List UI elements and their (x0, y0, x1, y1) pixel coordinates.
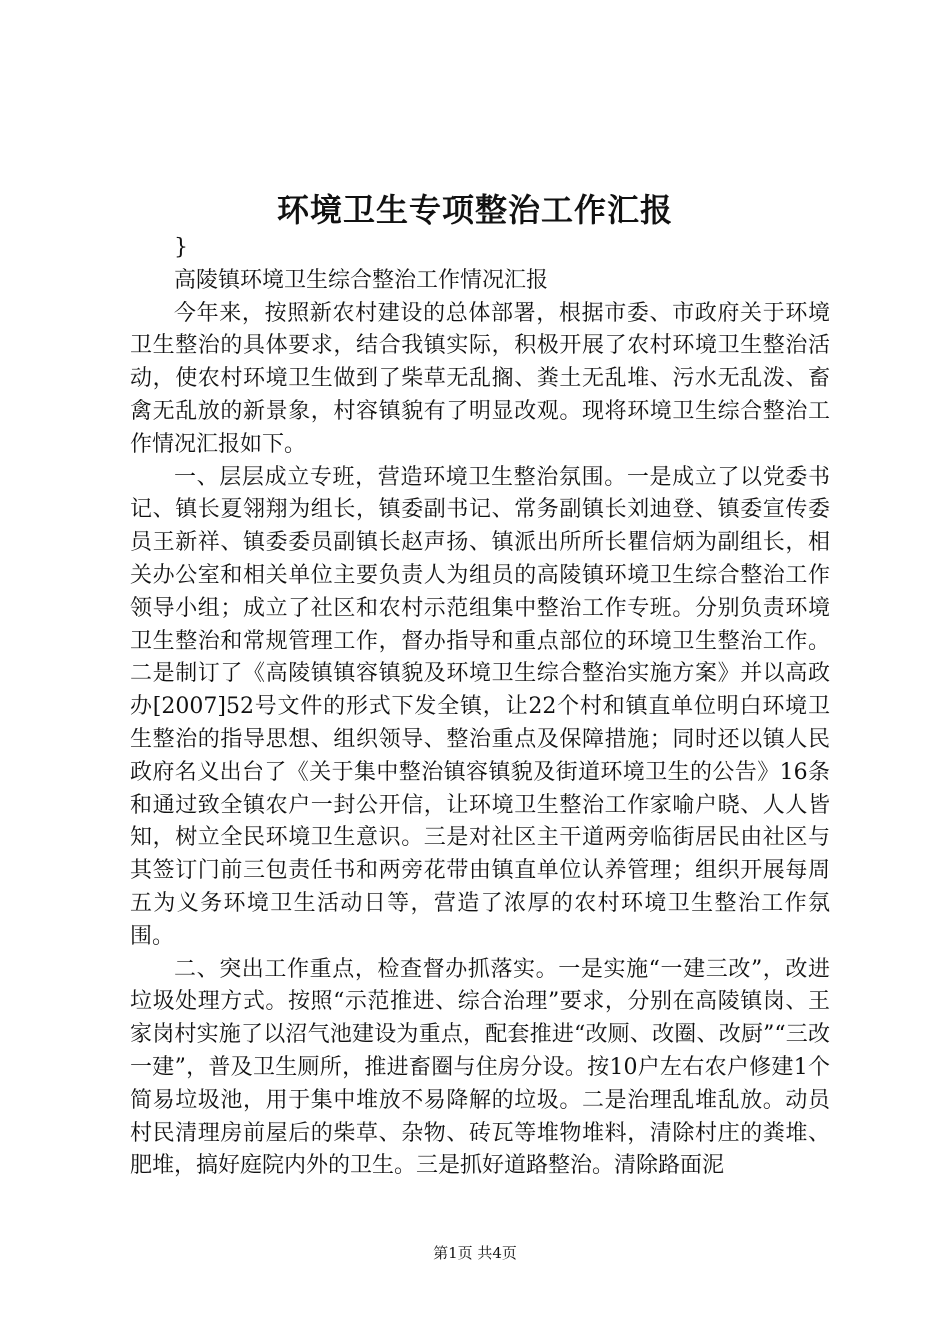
paragraph-section-two: 二、突出工作重点，检查督办抓落实。一是实施“一建三改”，改进垃圾处理方式。按照“示范推进、综合治理”要求，分别在高陵镇岗、王家岗村实施了以沼气池建设为重点，配套推进“改厕、改圈、改厨”“三改一建”，普及卫生厕所，推进畜圈与住房分设。按10户左右农户修建1个简易垃圾池，用于集中堆放不易降解的垃圾。二是治理乱堆乱放。动员村民清理房前屋后的柴草、杂物、砖瓦等堆物堆料，清除村庄的粪堆、肥堆，搞好庭院内外的卫生。三是抓好道路整治。清除路面泥 (130, 956, 830, 1179)
document-body (130, 232, 830, 1183)
document-title: 环境卫生专项整治工作汇报 (276, 191, 673, 229)
paragraph-brace: } (174, 235, 188, 260)
page-footer: 第1页 共4页 (433, 1244, 517, 1262)
paragraph-subtitle: 高陵镇环境卫生综合整治工作情况汇报 (174, 267, 549, 293)
paragraph-section-one: 一、层层成立专班，营造环境卫生整治氛围。一是成立了以党委书记、镇长夏翎翔为组长，镇委副书记、常务副镇长刘迪登、镇委宣传委员王新祥、镇委委员副镇长赵声扬、镇派出所所长瞿信炳为副组长，相关办公室和相关单位主要负责人为组员的高陵镇环境卫生综合整治工作领导小组；成立了社区和农村示范组集中整治工作专班。分别负责环境卫生整治和常规管理工作，督办指导和重点部位的环境卫生整治工作。二是制订了《高陵镇镇容镇貌及环境卫生综合整治实施方案》并以高政办[2007]52号文件的形式下发全镇，让22个村和镇直单位明白环境卫生整治的指导思想、组织领导、整治重点及保障措施；同时还以镇人民政府名义出台了《关于集中整治镇容镇貌及街道环境卫生的公告》16条和通过致全镇农户一封公开信，让环境卫生整治工作家喻户晓、人人皆知，树立全民环境卫生意识。三是对社区主干道两旁临街居民由社区与其签订门前三包责任书和两旁花带由镇直单位认养管理；组织开展每周五为义务环境卫生活动日等，营造了浓厚的农村环境卫生整治工作氛围。 (130, 464, 830, 949)
paragraph-intro: 今年来，按照新农村建设的总体部署，根据市委、市政府关于环境卫生整治的具体要求，结合我镇实际，积极开展了农村环境卫生整治活动，使农村环境卫生做到了柴草无乱搁、粪土无乱堆、污水无乱泼、畜禽无乱放的新景象，村容镇貌有了明显改观。现将环境卫生综合整治工作情况汇报如下。 (130, 300, 830, 457)
